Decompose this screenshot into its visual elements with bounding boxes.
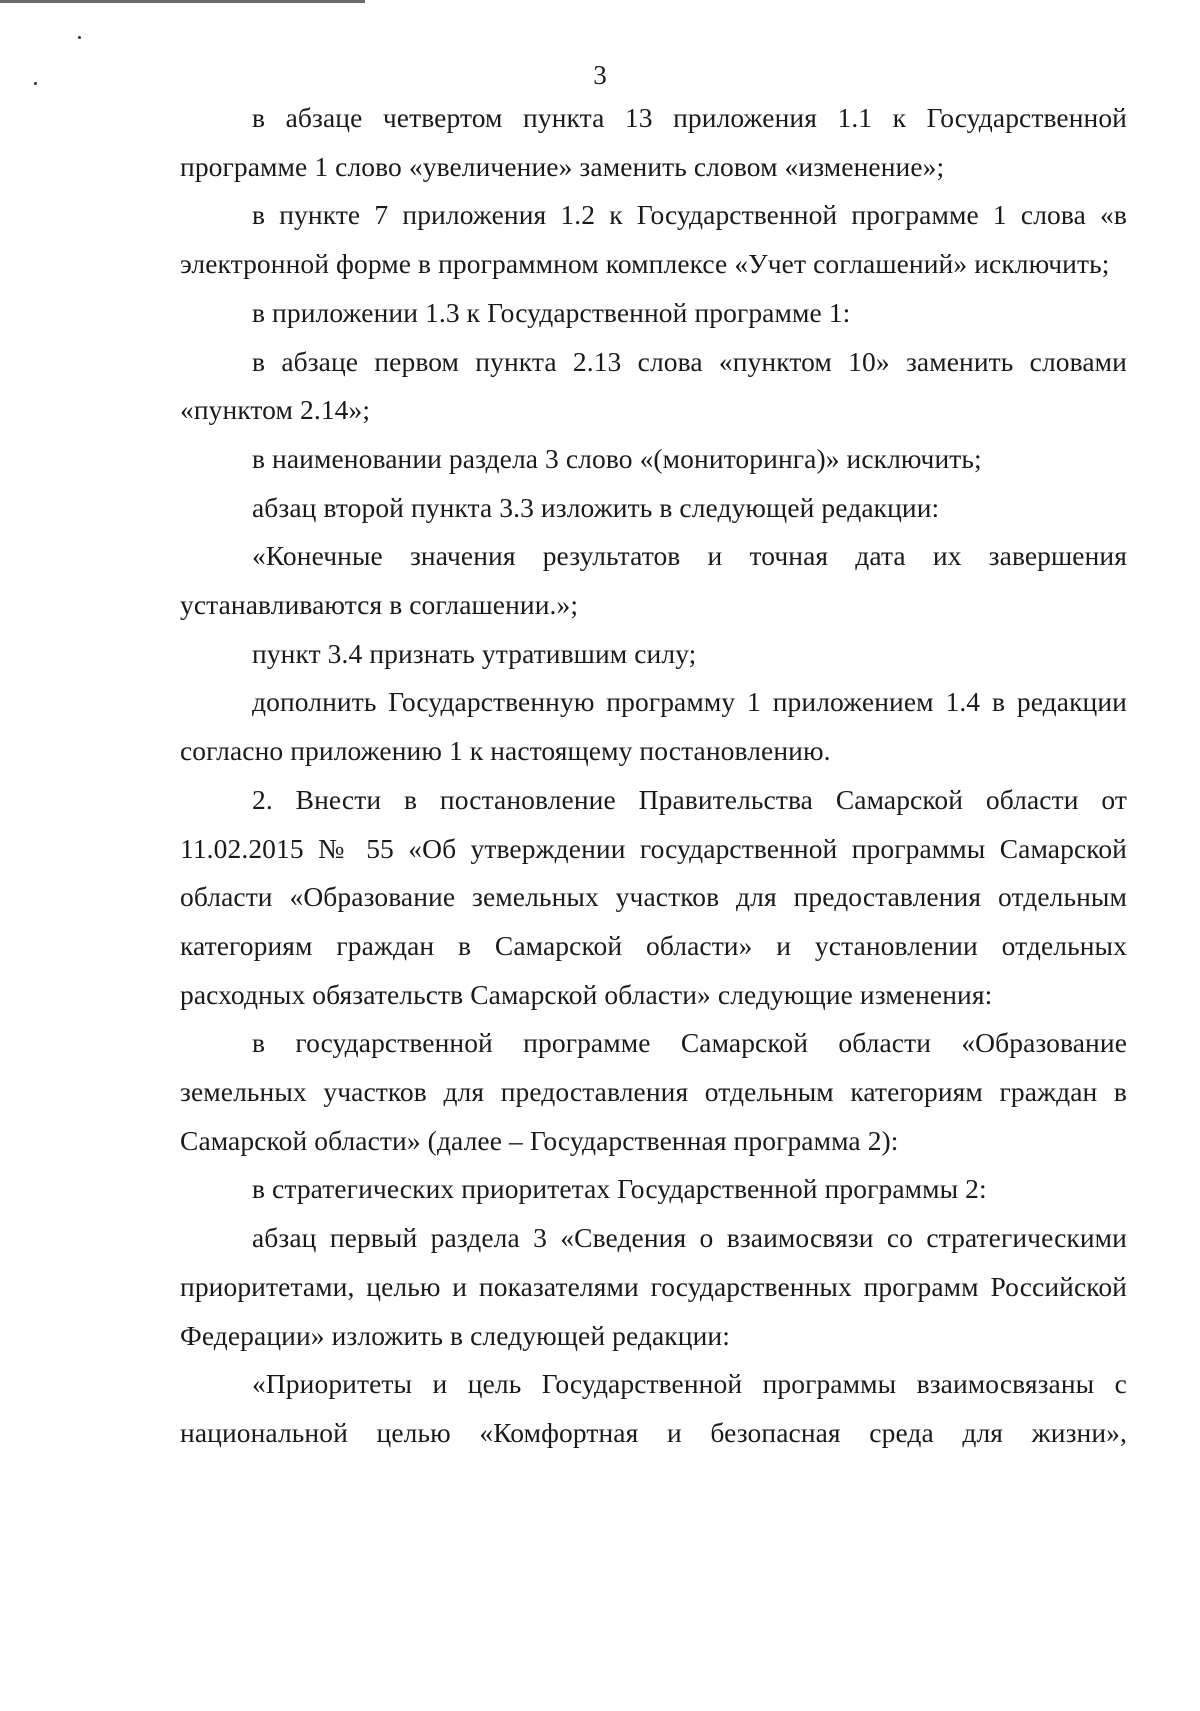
- paragraph: в стратегических приоритетах Государственной программы 2:: [252, 1173, 987, 1205]
- paragraph: «Приоритеты и цель Государственной программы взаимосвязаны с национальной целью «Комфортная и безопасная среда для жизни»,: [180, 1368, 1127, 1448]
- page-number: 3: [593, 60, 607, 90]
- paragraph: в государственной программе Самарской области «Образование земельных участков для предоставления отдельным категориям граждан в Самарской области» (далее – Государственная программа 2):: [180, 1027, 1127, 1156]
- paragraph: дополнить Государственную программу 1 приложением 1.4 в редакции согласно приложению 1 к настоящему постановлению.: [180, 686, 1127, 767]
- paragraph: в пункте 7 приложения 1.2 к Государственной программе 1 слова «в электронной форме в программном комплексе «Учет соглашений» исключить;: [180, 199, 1127, 280]
- document-body: [180, 94, 1127, 1458]
- paragraph: пункт 3.4 признать утратившим силу;: [252, 637, 697, 669]
- paragraph: в наименовании раздела 3 слово «(мониторинга)» исключить;: [252, 442, 982, 474]
- paragraph: в абзаце первом пункта 2.13 слова «пунктом 10» заменить словами «пунктом 2.14»;: [180, 345, 1127, 426]
- paragraph: 2. Внести в постановление Правительства Самарской области от 11.02.2015 № 55 «Об утверждении государственной программы Самарской области «Образование земельных участков для предоставления отдельным категориям граждан в Самарской области» и установлении отдельных расходных обязательств Самарской области» следующие изменения:: [180, 783, 1127, 1010]
- paragraph: абзац первый раздела 3 «Сведения о взаимосвязи со стратегическими приоритетами, целью и показателями государственных программ Российской Федерации» изложить в следующей редакции:: [180, 1222, 1127, 1351]
- scan-speck: [78, 36, 81, 39]
- paragraph: в абзаце четвертом пункта 13 приложения 1.1 к Государственной программе 1 слово «увеличение» заменить словом «изменение»;: [180, 102, 1127, 182]
- scan-edge-line: [0, 0, 365, 3]
- paragraph: в приложении 1.3 к Государственной программе 1:: [252, 296, 851, 328]
- paragraph: абзац второй пункта 3.3 изложить в следующей редакции:: [252, 491, 940, 523]
- paragraph: «Конечные значения результатов и точная дата их завершения устанавливаются в соглашении.»;: [180, 540, 1127, 621]
